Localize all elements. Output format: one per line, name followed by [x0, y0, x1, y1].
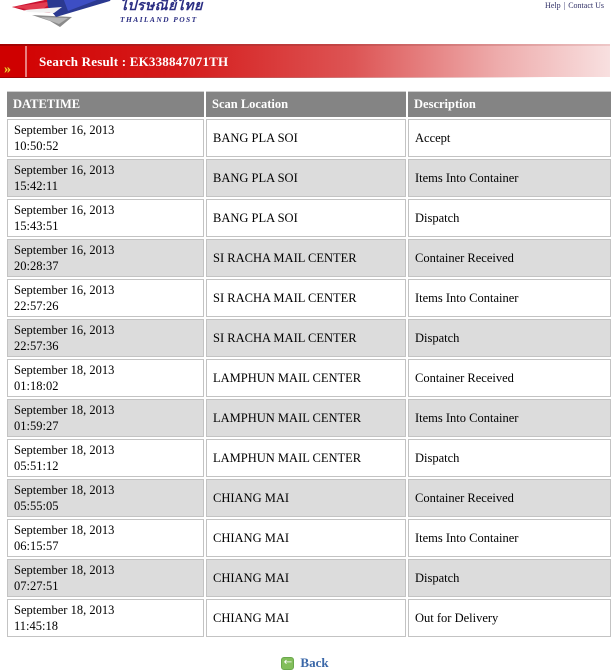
description-cell: Container Received [408, 359, 611, 397]
time-text: 01:18:02 [14, 379, 59, 393]
time-text: 05:51:12 [14, 459, 59, 473]
datetime-cell [7, 279, 204, 317]
logo-english-name: THAILAND POST [120, 15, 198, 24]
date-text: September 16, 2013 [14, 243, 115, 257]
back-button[interactable] [281, 655, 328, 671]
help-link[interactable]: Help [545, 1, 561, 10]
table-row [7, 559, 611, 597]
description-cell: Items Into Container [408, 399, 611, 437]
date-text: September 18, 2013 [14, 363, 115, 377]
datetime-cell [7, 559, 204, 597]
date-text: September 18, 2013 [14, 563, 115, 577]
description-cell: Dispatch [408, 199, 611, 237]
table-row [7, 239, 611, 277]
date-text: September 18, 2013 [14, 483, 115, 497]
scan-location-cell: BANG PLA SOI [206, 159, 406, 197]
time-text: 15:42:11 [14, 179, 58, 193]
contact-us-link[interactable]: Contact Us [568, 1, 604, 10]
double-chevron-icon: » [4, 62, 11, 77]
page-header [0, 0, 610, 44]
scan-location-cell: LAMPHUN MAIL CENTER [206, 399, 406, 437]
back-arrow-icon: ← [281, 657, 294, 670]
scan-location-cell: LAMPHUN MAIL CENTER [206, 439, 406, 477]
time-text: 07:27:51 [14, 579, 59, 593]
utility-nav [545, 1, 604, 10]
table-body [7, 119, 611, 637]
description-cell: Out for Delivery [408, 599, 611, 637]
time-text: 15:43:51 [14, 219, 59, 233]
time-text: 22:57:26 [14, 299, 59, 313]
scan-location-cell: SI RACHA MAIL CENTER [206, 239, 406, 277]
description-cell: Items Into Container [408, 159, 611, 197]
description-cell: Items Into Container [408, 519, 611, 557]
datetime-cell [7, 479, 204, 517]
time-text: 01:59:27 [14, 419, 59, 433]
description-cell: Container Received [408, 479, 611, 517]
time-text: 22:57:36 [14, 339, 59, 353]
scan-location-cell: LAMPHUN MAIL CENTER [206, 359, 406, 397]
logo-wordmark [120, 0, 203, 24]
datetime-cell [7, 119, 204, 157]
datetime-cell [7, 319, 204, 357]
datetime-cell [7, 599, 204, 637]
search-result-banner [0, 46, 610, 77]
datetime-cell [7, 399, 204, 437]
description-cell: Dispatch [408, 439, 611, 477]
column-header-scan-location: Scan Location [206, 91, 406, 117]
time-text: 05:55:05 [14, 499, 59, 513]
datetime-cell [7, 199, 204, 237]
search-result-title: Search Result : EK338847071TH [39, 53, 229, 69]
column-header-description: Description [408, 91, 611, 117]
date-text: September 16, 2013 [14, 283, 115, 297]
column-header-datetime: DATETIME [7, 91, 204, 117]
description-cell: Dispatch [408, 319, 611, 357]
logo-thai-name: ไปรษณีย์ไทย [120, 0, 203, 14]
tracking-results [5, 89, 605, 639]
datetime-cell [7, 159, 204, 197]
datetime-cell [7, 239, 204, 277]
scan-location-cell: BANG PLA SOI [206, 119, 406, 157]
table-row [7, 279, 611, 317]
table-row [7, 599, 611, 637]
table-row [7, 319, 611, 357]
table-row [7, 399, 611, 437]
banner-icon-box [0, 46, 27, 77]
datetime-cell [7, 359, 204, 397]
table-row [7, 199, 611, 237]
scan-location-cell: CHIANG MAI [206, 559, 406, 597]
tracking-table [5, 89, 613, 639]
thailand-post-logo [10, 0, 203, 31]
description-cell: Items Into Container [408, 279, 611, 317]
scan-location-cell: SI RACHA MAIL CENTER [206, 279, 406, 317]
scan-location-cell: CHIANG MAI [206, 599, 406, 637]
table-header-row [7, 91, 611, 117]
time-text: 11:45:18 [14, 619, 58, 633]
date-text: September 18, 2013 [14, 523, 115, 537]
table-row [7, 119, 611, 157]
scan-location-cell: SI RACHA MAIL CENTER [206, 319, 406, 357]
table-row [7, 519, 611, 557]
table-row [7, 479, 611, 517]
description-cell: Dispatch [408, 559, 611, 597]
date-text: September 16, 2013 [14, 163, 115, 177]
scan-location-cell: CHIANG MAI [206, 519, 406, 557]
back-button-label: Back [300, 655, 329, 670]
table-row [7, 439, 611, 477]
datetime-cell [7, 439, 204, 477]
description-cell: Container Received [408, 239, 611, 277]
date-text: September 18, 2013 [14, 403, 115, 417]
post-bird-logo-icon [10, 0, 116, 31]
table-row [7, 359, 611, 397]
date-text: September 16, 2013 [14, 323, 115, 337]
date-text: September 18, 2013 [14, 443, 115, 457]
table-row [7, 159, 611, 197]
description-cell: Accept [408, 119, 611, 157]
date-text: September 16, 2013 [14, 203, 115, 217]
scan-location-cell: BANG PLA SOI [206, 199, 406, 237]
link-separator: | [563, 1, 566, 10]
footer-actions [0, 652, 610, 671]
date-text: September 18, 2013 [14, 603, 115, 617]
scan-location-cell: CHIANG MAI [206, 479, 406, 517]
date-text: September 16, 2013 [14, 123, 115, 137]
datetime-cell [7, 519, 204, 557]
time-text: 06:15:57 [14, 539, 59, 553]
time-text: 10:50:52 [14, 139, 59, 153]
time-text: 20:28:37 [14, 259, 59, 273]
